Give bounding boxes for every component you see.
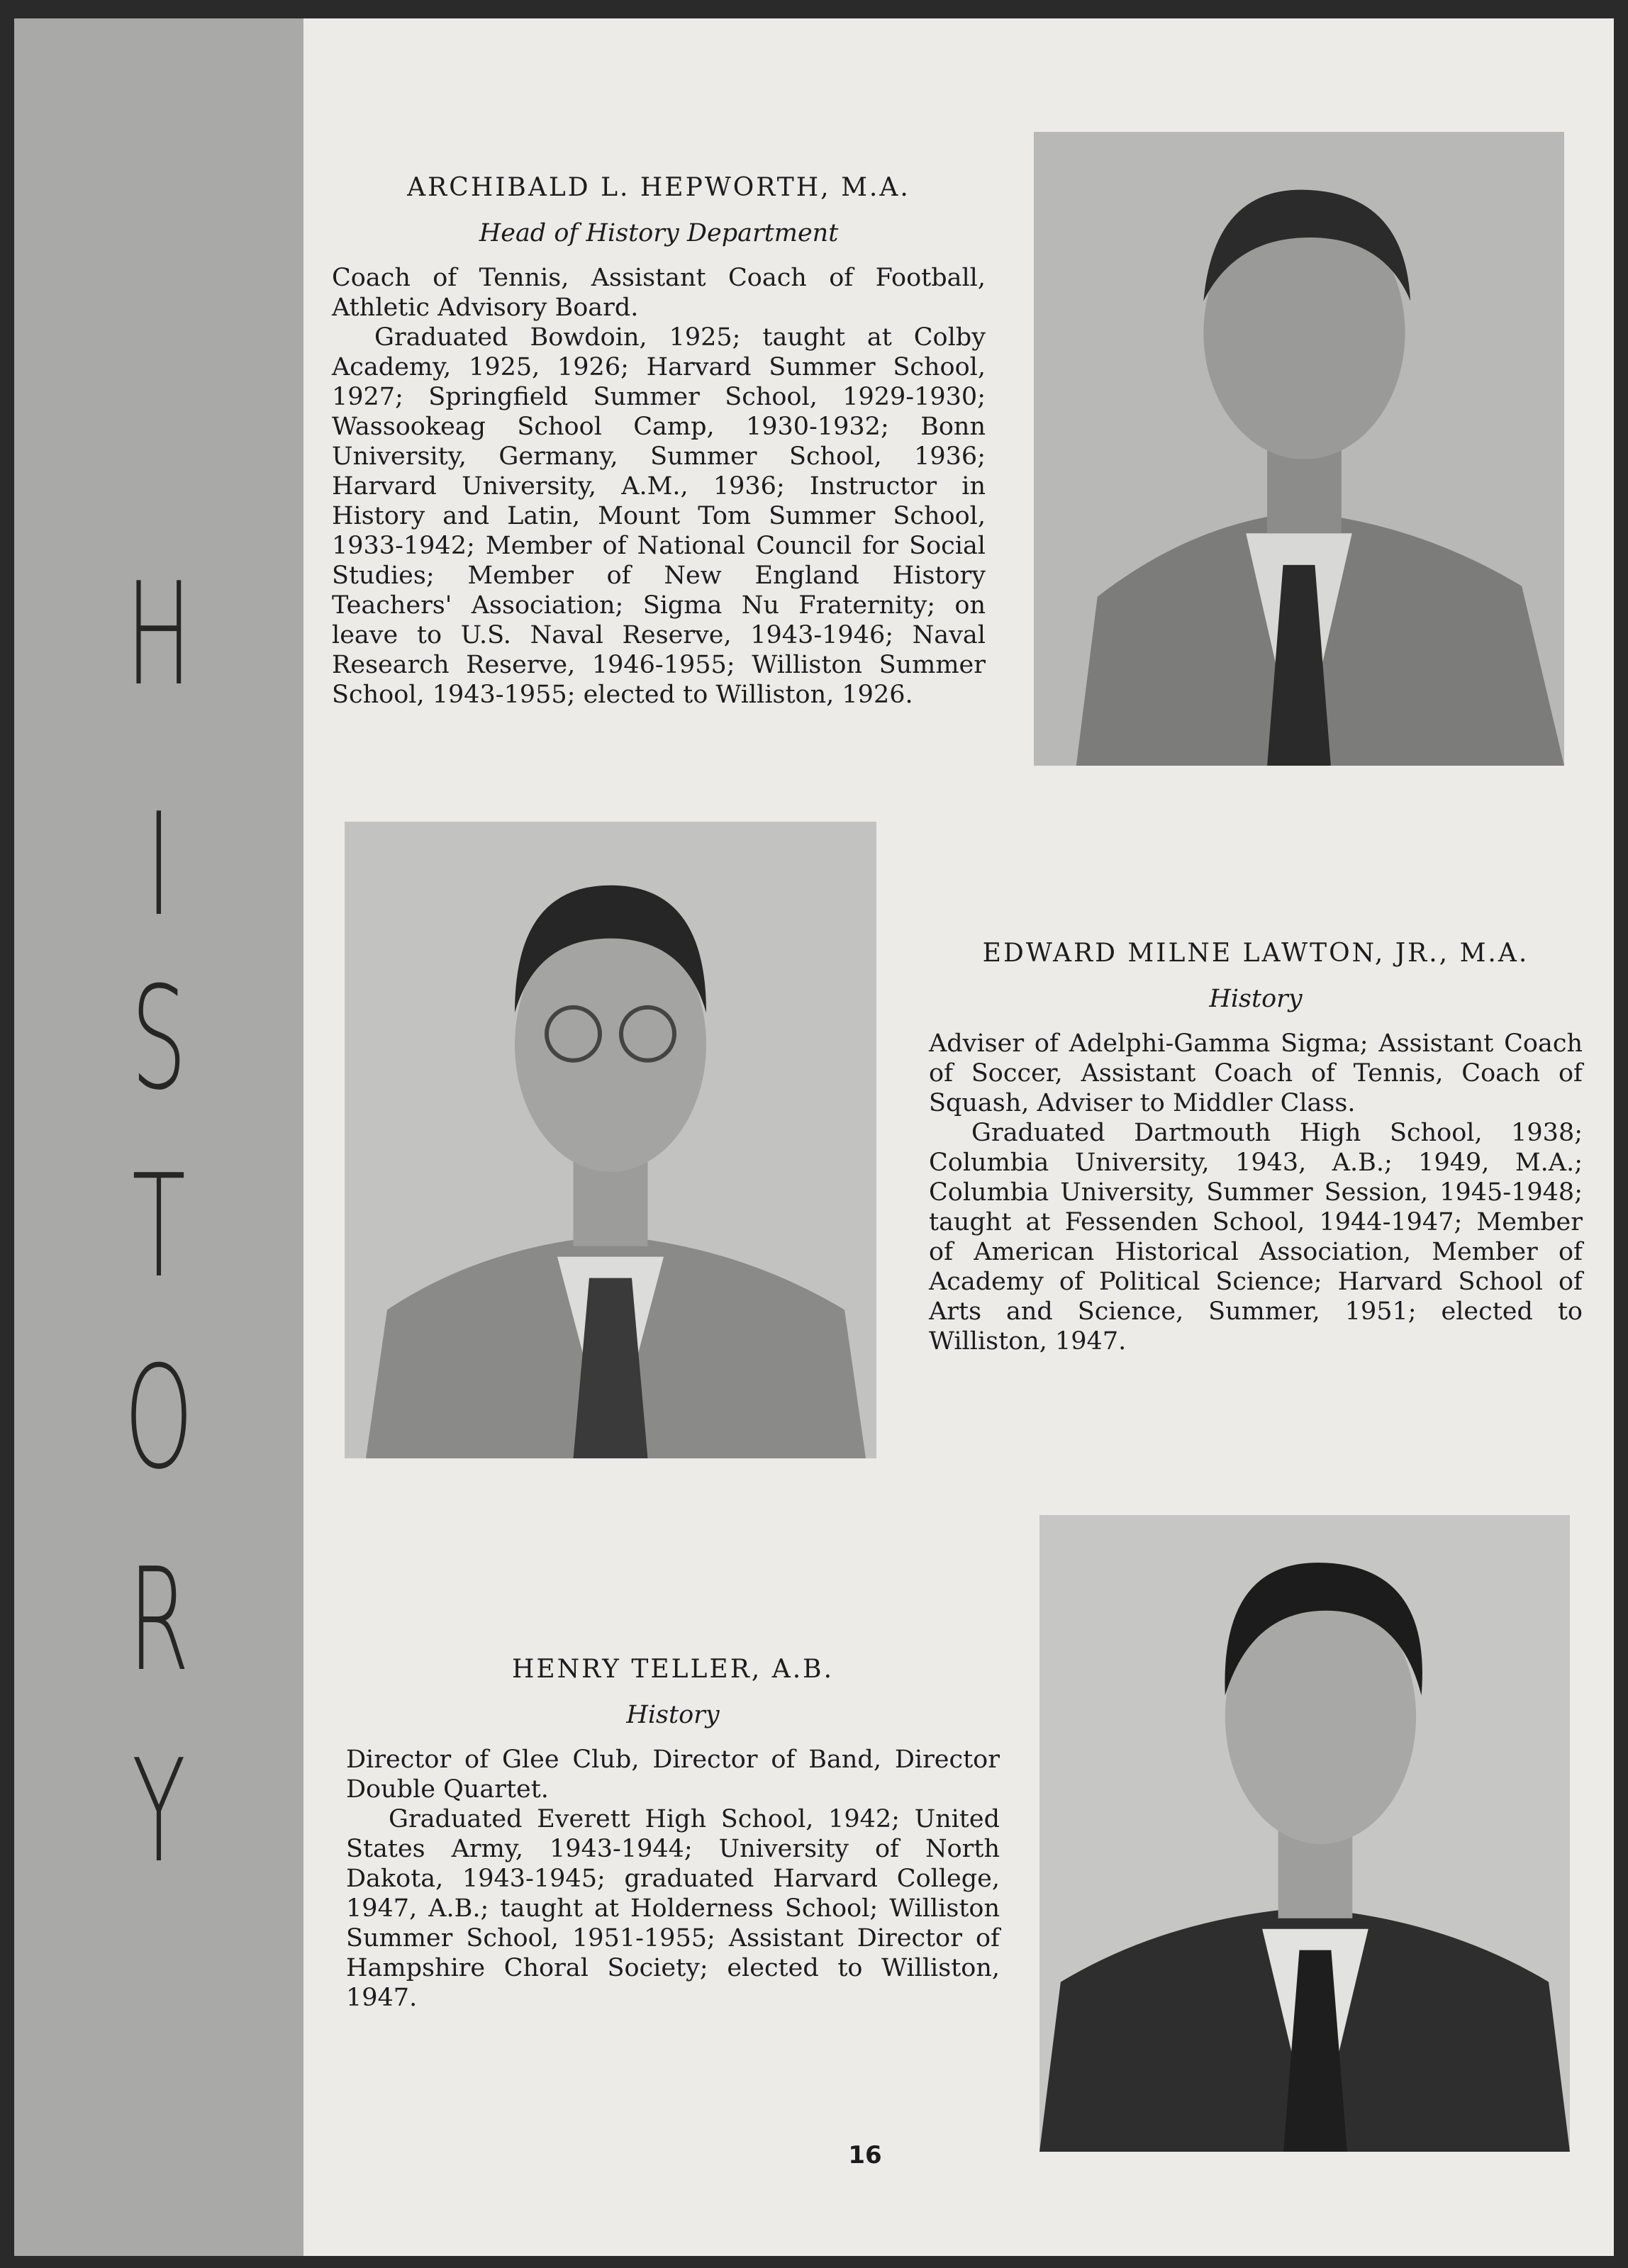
sidebar-letter: O [124, 1336, 194, 1501]
faculty-bio: Graduated Bowdoin, 1925; taught at Colby Academy, 1925, 1926; Harvard Summer School, 1927; Springfield Summer School, 1929-1930; Wassookeag School Camp, 1930-1932; Bonn University, Germany, Summer School, 1936; Harvard University, A.M., 1936; Instructor in History and Latin, Mount Tom Summer School, 1933-1942; Member of National Council for Social Studies; Member of New England History Teachers' Association; Sigma Nu Fraternity; on leave to U.S. Naval Reserve, 1943-1946; Naval Research Reserve, 1946-1955; Williston Summer School, 1943-1955; elected to Williston, 1926. [332, 323, 986, 709]
sidebar-letter: S [130, 956, 187, 1122]
page-number: 16 [848, 2141, 882, 2169]
faculty-duties: Coach of Tennis, Assistant Coach of Football, Athletic Advisory Board. [332, 264, 986, 322]
portrait-photo-hepworth [1034, 132, 1564, 766]
faculty-duties: Director of Glee Club, Director of Band, Director Double Quartet. [346, 1745, 1000, 1804]
faculty-duties: Adviser of Adelphi-Gamma Sigma; Assistant Coach of Soccer, Assistant Coach of Tennis, Coach of Squash, Adviser to Middler Class. [929, 1029, 1583, 1117]
faculty-name: ARCHIBALD L. HEPWORTH, M.A. [407, 173, 910, 202]
section-sidebar [14, 18, 303, 2256]
faculty-name: EDWARD MILNE LAWTON, JR., M.A. [982, 939, 1529, 968]
sidebar-letter: Y [132, 1729, 186, 1894]
yearbook-page [14, 18, 1614, 2256]
portrait-photo-lawton [345, 822, 876, 1458]
faculty-role: History [1209, 985, 1303, 1013]
sidebar-letter: I [145, 783, 172, 948]
faculty-bio: Graduated Everett High School, 1942; United States Army, 1943-1944; University of North Dakota, 1943-1945; graduated Harvard College, 1947, A.B.; taught at Holderness School; Williston Summer School, 1951-1955; Assistant Director of Hampshire Choral Society; elected to Williston, 1947. [346, 1805, 1000, 2012]
portrait-photo-teller [1039, 1515, 1570, 2152]
faculty-entry-teller [346, 1655, 1000, 2013]
faculty-role: History [626, 1701, 720, 1729]
sidebar-letter: H [126, 552, 192, 717]
sidebar-letter: T [132, 1144, 186, 1309]
faculty-role: Head of History Department [479, 219, 839, 247]
faculty-entry-hepworth [332, 173, 986, 710]
faculty-entry-lawton [929, 939, 1583, 1356]
sidebar-letter: R [128, 1538, 190, 1703]
faculty-bio: Graduated Dartmouth High School, 1938; Columbia University, 1943, A.B.; 1949, M.A.; Columbia University, Summer Session, 1945-1948; taught at Fessenden School, 1944-1947; Member of American Historical Association, Member of Academy of Political Science; Harvard School of Arts and Science, Summer, 1951; elected to Williston, 1947. [929, 1119, 1583, 1356]
faculty-name: HENRY TELLER, A.B. [511, 1655, 835, 1684]
